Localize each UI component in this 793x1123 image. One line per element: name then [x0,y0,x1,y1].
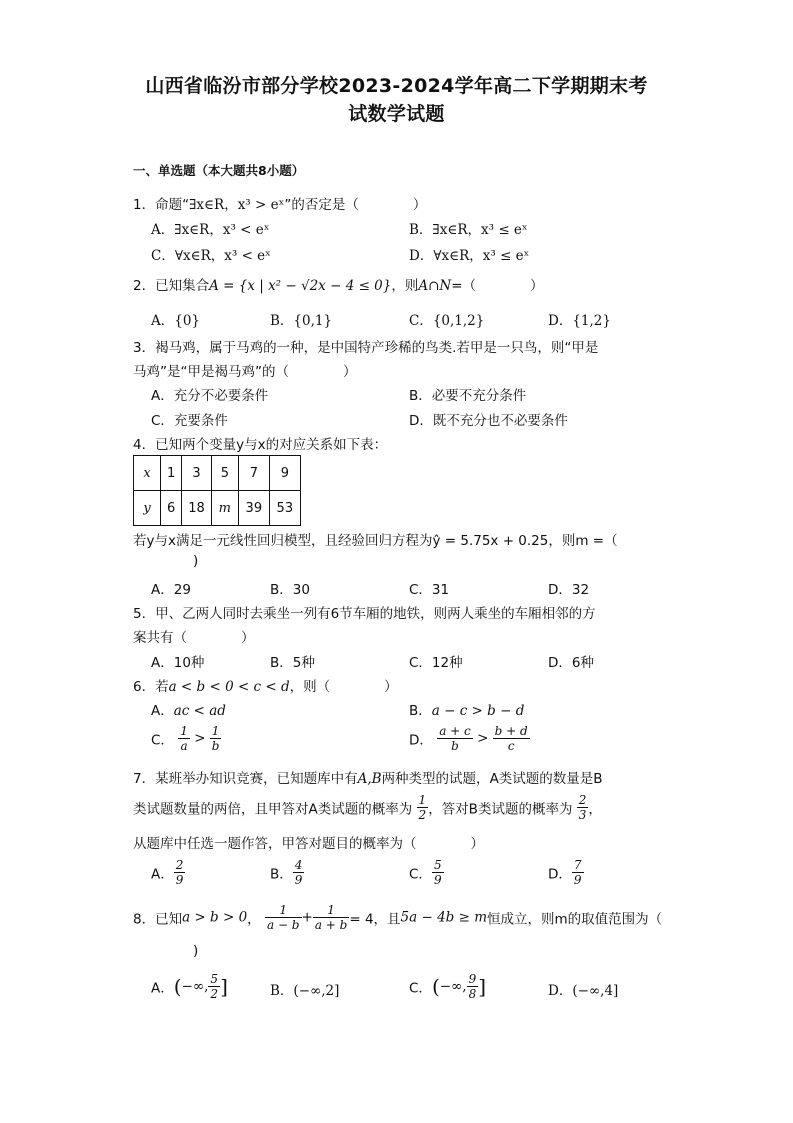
numerator: 9 [468,972,477,986]
left-paren: ( [431,974,440,999]
q8-option-d-letter: D． [548,983,573,999]
q2-stem-a: 2．已知集合 [133,278,210,294]
fraction [437,724,473,753]
q8-option-c-math: −∞, [439,978,467,995]
q8-stem-math2: 5a − 4b ≥ m [400,909,488,926]
left-paren: ( [173,974,182,999]
table-cell: x [134,456,161,491]
q7-line1-math: A,B [357,771,382,787]
question-5-line1: 5．甲、乙两人同时去乘坐一列有6节车厢的地铁，则两人乘坐的车厢相邻的方 [133,606,596,622]
denominator: a [180,739,188,753]
numerator: 1 [265,903,302,918]
q8-stem-math: a > b > 0 [182,909,248,926]
greater-sign: > [194,730,206,747]
q6-option-d-letter: D． [409,732,433,749]
question-8-close-paren: ) [193,943,199,959]
denominator: b [211,739,220,753]
table-row-x [134,456,301,491]
q7-option-a-letter: A． [151,866,174,883]
q8-option-d-math: (−∞,4] [572,983,619,999]
numerator: 1 [180,724,188,738]
q7-line1-a: 7．某班举办知识竞赛，已知题库中有 [133,771,358,787]
table-cell: 18 [182,491,212,526]
question-2-stem [133,274,544,294]
q7-line2-b: A类试题的概率为 [308,801,413,818]
fraction [432,858,444,887]
q7-line1-b: 两种类型的试题， [381,771,490,787]
table-cell: 9 [269,456,300,491]
q3-option-c: C．充要条件 [151,413,228,429]
question-7-line1 [133,767,603,787]
data-table [133,455,301,526]
q8-stem-a: 8．已知 [133,911,183,928]
numerator: 2 [578,793,587,807]
fraction [293,858,305,887]
question-4-condition: 若y与x满足一元线性回归模型，且经验回归方程为ŷ = 5.75x + 0.25，则m =（ [133,533,618,549]
fraction [210,724,222,753]
q3-option-d: D．既不充分也不必要条件 [409,413,568,429]
q6-option-c [151,724,221,753]
q4-option-c: C．31 [409,582,450,598]
numerator: 4 [294,858,303,872]
denominator: 8 [468,987,477,1001]
table-cell: 5 [211,456,238,491]
q7-line1-c: A类试题的数量是B [489,771,603,787]
q6-stem-b: ，则（ ） [289,679,398,695]
q8-stem-c: = 4，且 [349,911,401,928]
q7-line2-a: 类试题数量的两倍，且甲答对 [133,801,309,818]
fraction [467,972,479,1001]
q1-stem-a: 1．命题“ [133,197,190,213]
question-5-line2: 案共有（ ） [133,630,255,646]
q5-option-b: B．5种 [270,655,315,671]
right-bracket: ] [220,974,228,999]
q5-option-a: A．10种 [151,655,205,671]
q2-stem-c: =（ ） [451,278,544,294]
q1-stem-math: ∃x∈R，x³ > eˣ [189,197,285,213]
q4-option-b: B．30 [270,582,310,598]
q6-option-b-math: a − c > b − d [431,703,525,719]
q8-option-a-math: −∞, [181,978,209,995]
question-6-stem [133,675,398,695]
question-7-line2 [133,793,602,822]
numerator: 7 [573,858,582,872]
q1-option-c: C．∀x∈R，x³ < eˣ [151,248,271,264]
question-3-line1: 3．褐马鸡，属于马鸡的一种，是中国特产珍稀的鸟类.若甲是一只鸟，则“甲是 [133,340,599,356]
numerator: 2 [175,858,184,872]
page-title-line2: 试数学试题 [348,103,445,125]
numerator: 1 [210,724,222,739]
section-heading: 一、单选题（本大题共8小题） [133,163,305,178]
q2-option-a: A．{0} [151,313,201,329]
q7-option-c [409,858,444,887]
q4-option-d: D．32 [548,582,590,598]
q2-stem-b: ，则 [391,278,419,294]
fraction [178,724,190,753]
q7-option-b [270,858,304,887]
table-row-y [134,491,301,526]
q8-stem-b: ， [247,911,261,928]
fraction [208,972,220,1001]
fraction [174,858,186,887]
table-cell: 6 [161,491,182,526]
q2-stem-math: A = {x | x² − √2x − 4 ≤ 0} [209,278,392,294]
q1-option-d: D．∀x∈R，x³ ≤ eˣ [409,248,530,264]
q1-option-a: A．∃x∈R，x³ < eˣ [151,222,270,238]
q2-option-d: D．{1,2} [548,313,611,329]
q6-option-b-letter: B． [409,703,432,719]
denominator: 9 [294,873,303,887]
fraction [265,903,302,932]
denominator: a + b [314,918,348,932]
numerator: 5 [433,858,442,872]
q7-option-d-letter: D． [548,866,572,883]
q6-option-b [409,699,524,719]
q8-option-a [151,972,228,1001]
q2-option-b: B．{0,1} [270,313,333,329]
question-4-close-paren: ) [193,553,199,569]
table-cell: 53 [269,491,300,526]
q7-option-d [548,858,584,887]
fraction [313,903,350,932]
table-cell: 7 [238,456,269,491]
fraction [572,858,584,887]
right-bracket: ] [478,974,487,999]
table-cell: m [211,491,238,526]
q3-option-b: B．必要不充分条件 [409,388,527,404]
denominator: 3 [578,808,587,822]
numerator: 1 [418,793,427,807]
q7-option-c-letter: C． [409,866,432,883]
q1-option-b: B．∃x∈R，x³ ≤ eˣ [409,222,528,238]
q8-option-a-letter: A． [151,980,174,997]
q6-stem-a: 6．若 [133,679,169,695]
denominator: 2 [210,987,219,1001]
q8-option-b-math: (−∞,2] [293,983,340,999]
denominator: b [451,739,459,753]
q8-option-d [548,979,618,999]
denominator: 9 [573,873,582,887]
denominator: c [507,739,515,753]
numerator: b + d [494,724,528,738]
question-3-line2: 马鸡”是“甲是褐马鸡”的（ ） [133,364,357,380]
q7-line2-c: ，答对B类试题的概率为 [428,801,573,818]
fraction [577,793,589,822]
q7-option-a [151,858,185,887]
q8-stem-e: 恒成立，则m的取值范围为（ [487,911,663,928]
q7-line2-e: ， [588,801,602,818]
q5-option-c: C．12种 [409,655,463,671]
page-title-line1: 山西省临汾市部分学校2023-2024学年高二下学期期末考 [145,75,648,97]
q8-option-b [270,979,339,999]
fraction [417,793,429,822]
q6-option-a-letter: A． [151,703,174,719]
denominator: 9 [175,873,184,887]
numerator: a + c [439,724,471,738]
q6-option-a [151,699,226,719]
denominator: 2 [418,808,427,822]
q8-option-c-letter: C． [409,980,432,997]
q6-stem-math: a < b < 0 < c < d [168,679,290,695]
q2-option-c: C．{0,1,2} [409,313,485,329]
q6-option-a-math: ac < ad [173,703,226,719]
numerator: 5 [210,972,219,986]
denominator: a − b [266,918,300,932]
question-4-stem: 4．已知两个变量y与x的对应关系如下表： [133,437,388,453]
question-1-stem [133,193,426,213]
q8-option-c [409,972,486,1001]
question-7-line3: 从题库中任选一题作答，甲答对题目的概率为（ ） [133,836,484,852]
q6-option-d [409,724,530,753]
denominator: 9 [433,873,442,887]
q5-option-d: D．6种 [548,655,594,671]
table-cell: 1 [161,456,182,491]
q1-stem-b: ”的否定是（ ） [284,197,427,213]
question-8-stem [133,903,662,932]
q8-option-b-letter: B． [270,983,294,999]
plus-sign: + [301,909,313,926]
q3-option-a: A．充分不必要条件 [151,388,269,404]
q2-stem-math2: A∩N [418,278,452,294]
q4-option-a: A．29 [151,582,191,598]
table-cell: 39 [238,491,269,526]
fraction [493,724,530,753]
q7-option-b-letter: B． [270,866,293,883]
numerator: 1 [313,903,350,918]
table-cell: y [134,491,161,526]
table-cell: 3 [182,456,212,491]
q6-option-c-letter: C． [151,732,174,749]
greater-sign: > [477,730,489,747]
